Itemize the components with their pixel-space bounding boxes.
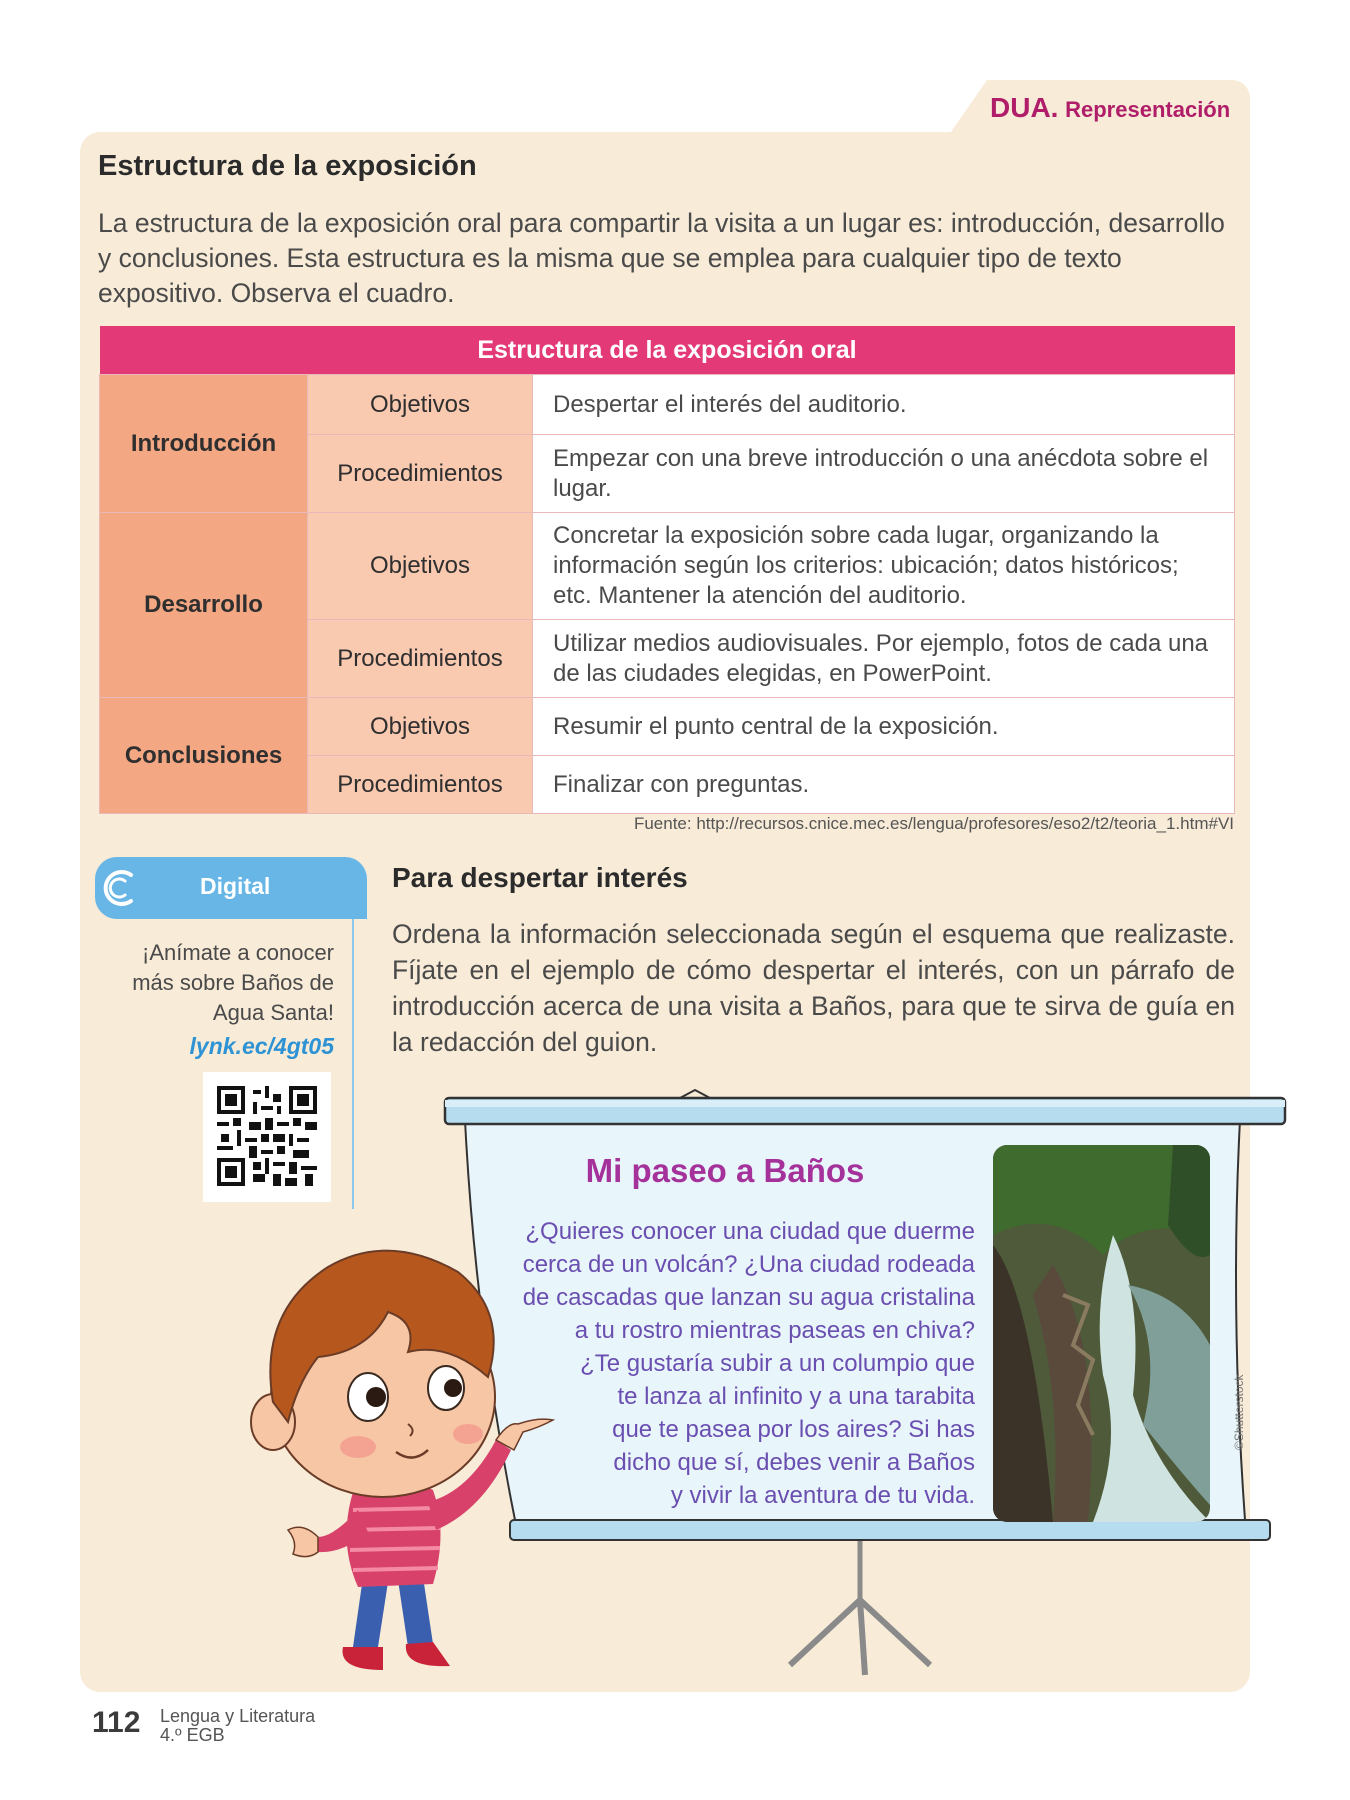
row-label: Procedimientos [308, 435, 533, 513]
section-title: Estructura de la exposición [98, 150, 477, 182]
row-text: Empezar con una breve introducción o una anécdota sobre el lugar. [533, 435, 1235, 513]
waterfall-image [993, 1145, 1210, 1522]
digital-text: ¡Anímate a conocer más sobre Baños de Agua Santa! [132, 940, 334, 1025]
row-label: Objetivos [308, 375, 533, 435]
digital-link[interactable]: lynk.ec/4gt05 [189, 1033, 334, 1059]
waterfall-photo [993, 1145, 1210, 1522]
table-source: Fuente: http://recursos.cnice.mec.es/lengua/profesores/eso2/t2/teoria_1.htm#VI [633, 814, 1234, 833]
qr-code[interactable] [203, 1072, 331, 1202]
poster-title: Mi paseo a Baños [585, 1152, 865, 1189]
qr-code-icon [217, 1086, 317, 1186]
photo-credit: ©Shutterstock [1232, 1374, 1246, 1450]
interest-title: Para despertar interés [392, 862, 688, 893]
row-section-conclusiones: Conclusiones [100, 698, 308, 814]
row-section-introduccion: Introducción [100, 375, 308, 513]
row-text: Finalizar con preguntas. [533, 756, 1235, 814]
row-label: Procedimientos [308, 756, 533, 814]
row-label: Procedimientos [308, 620, 533, 698]
interest-text: Ordena la información seleccionada según el esquema que realizaste. Fíjate en el ejemplo de cómo despertar el interés, con un párrafo de introducción acerca de una visita a Baños, para que te sirva de guía en la redacción del guion. [392, 919, 1235, 1057]
row-text: Utilizar medios audiovisuales. Por ejemplo, fotos de cada una de las ciudades elegidas, en PowerPoint. [533, 620, 1235, 698]
row-text: Resumir el punto central de la exposición. [533, 698, 1235, 756]
row-section-desarrollo: Desarrollo [100, 513, 308, 698]
row-text: Concretar la exposición sobre cada lugar, organizando la información según los criterios: ubicación; datos históricos; etc. Mantener la atención del auditorio. [533, 513, 1235, 620]
digital-divider [352, 919, 354, 1209]
footer-book: Lengua y Literatura 4.º EGB [160, 1706, 316, 1745]
digital-header [95, 857, 367, 919]
dua-label: DUA. Representación [990, 92, 1231, 123]
boy-illustration [218, 1192, 578, 1672]
section-intro: La estructura de la exposición oral para compartir la visita a un lugar es: introducción, desarrollo y conclusiones. Esta estructura es la misma que se emplea para cualquier tipo de texto expositivo. Observa el cuadro. [98, 208, 1225, 308]
poster-text: ¿Quieres conocer una ciudad que duerme cerca de un volcán? ¿Una ciudad rodeada de cascadas que lanzan su agua cristalina a tu rostro mientras paseas en chiva? ¿Te gustaría subir a un columpio que te lanza al infinito y a una tarabita que te pasea por los aires? Si has dicho que sí, debes venir a Baños y vivir la aventura de tu vida. [522, 1218, 975, 1509]
row-text: Despertar el interés del auditorio. [533, 375, 1235, 435]
digital-c-icon [95, 863, 145, 913]
page-number: 112 [92, 1706, 141, 1739]
table-title: Estructura de la exposición oral [100, 326, 1235, 375]
row-label: Objetivos [308, 698, 533, 756]
structure-table [99, 326, 1235, 814]
digital-label: Digital [200, 873, 271, 899]
row-label: Objetivos [308, 513, 533, 620]
